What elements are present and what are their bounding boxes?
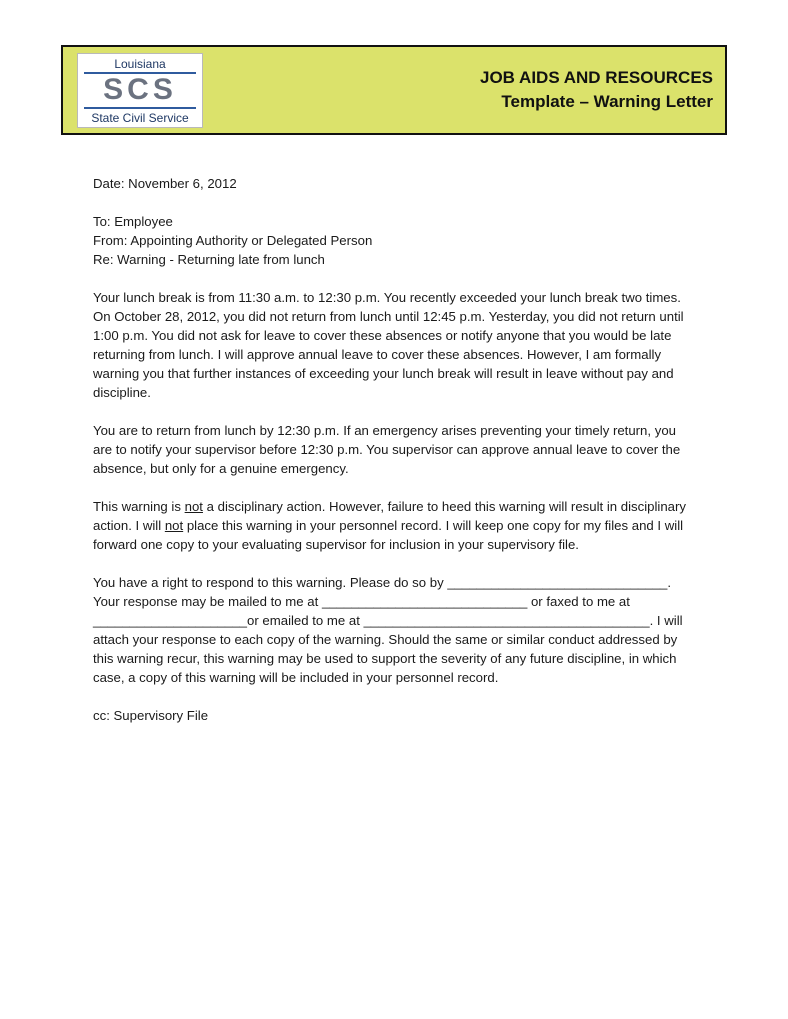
address-block xyxy=(93,212,696,269)
letter-body xyxy=(93,174,696,744)
warning-status-text: place this warning in your personnel record. I will keep one copy for my files and I will forward one copy to your evaluating supervisor for inclusion in your supervisory file. xyxy=(93,518,684,552)
logo-scs-acronym: SCS xyxy=(84,74,196,109)
date-line: Date: November 6, 2012 xyxy=(93,176,237,191)
scs-logo xyxy=(77,53,203,128)
underlined-not-1: not xyxy=(184,499,203,514)
banner-titles xyxy=(480,66,713,114)
banner-title: JOB AIDS AND RESOURCES xyxy=(480,68,713,88)
cc-line: cc: Supervisory File xyxy=(93,708,209,723)
warning-status-text: This warning is xyxy=(93,499,185,514)
from-line: From: Appointing Authority or Delegated Person xyxy=(93,233,373,248)
header-banner xyxy=(61,45,727,135)
paragraph-return-instructions: You are to return from lunch by 12:30 p.m. If an emergency arises preventing your timely return, you are to notify your supervisor before 12:30 p.m. You supervisor can approve annual leave to cover the absence, but only for a genuine emergency. xyxy=(93,423,681,476)
paragraph-lunch-policy: Your lunch break is from 11:30 a.m. to 12:30 p.m. You recently exceeded your lunch break two times. On October 28, 2012, you did not return from lunch until 12:45 p.m. Yesterday, you did not return until 1:00 p.m. You did not ask for leave to cover these absences or notify anyone that you would be late returning from lunch. I will approve annual leave to cover these absences. However, I am formally warning you that further instances of exceeding your lunch break will result in leave without pay and discipline. xyxy=(93,290,684,400)
banner-subtitle: Template – Warning Letter xyxy=(501,92,713,111)
underlined-not-2: not xyxy=(164,518,184,533)
logo-louisiana-text: Louisiana xyxy=(84,57,196,74)
logo-state-civil-service-text: State Civil Service xyxy=(91,110,189,125)
paragraph-response-rights: You have a right to respond to this warning. Please do so by ______________________________. Your response may be mailed to me at ____________________________ or faxed to me at _____________________or emailed to me at _______________________________________. I will attach your response to each copy of the warning. Should the same or similar conduct addressed by this warning recur, this warning may be used to support the severity of any future discipline, in which case, a copy of this warning will be included in your personnel record. xyxy=(93,575,683,685)
warning-status-text: a disciplinary action. However, failure to heed this warning will result in disciplinary action. I will xyxy=(93,499,686,533)
to-line: To: Employee xyxy=(93,214,173,229)
paragraph-warning-status xyxy=(93,497,696,554)
re-line: Re: Warning - Returning late from lunch xyxy=(93,252,325,267)
